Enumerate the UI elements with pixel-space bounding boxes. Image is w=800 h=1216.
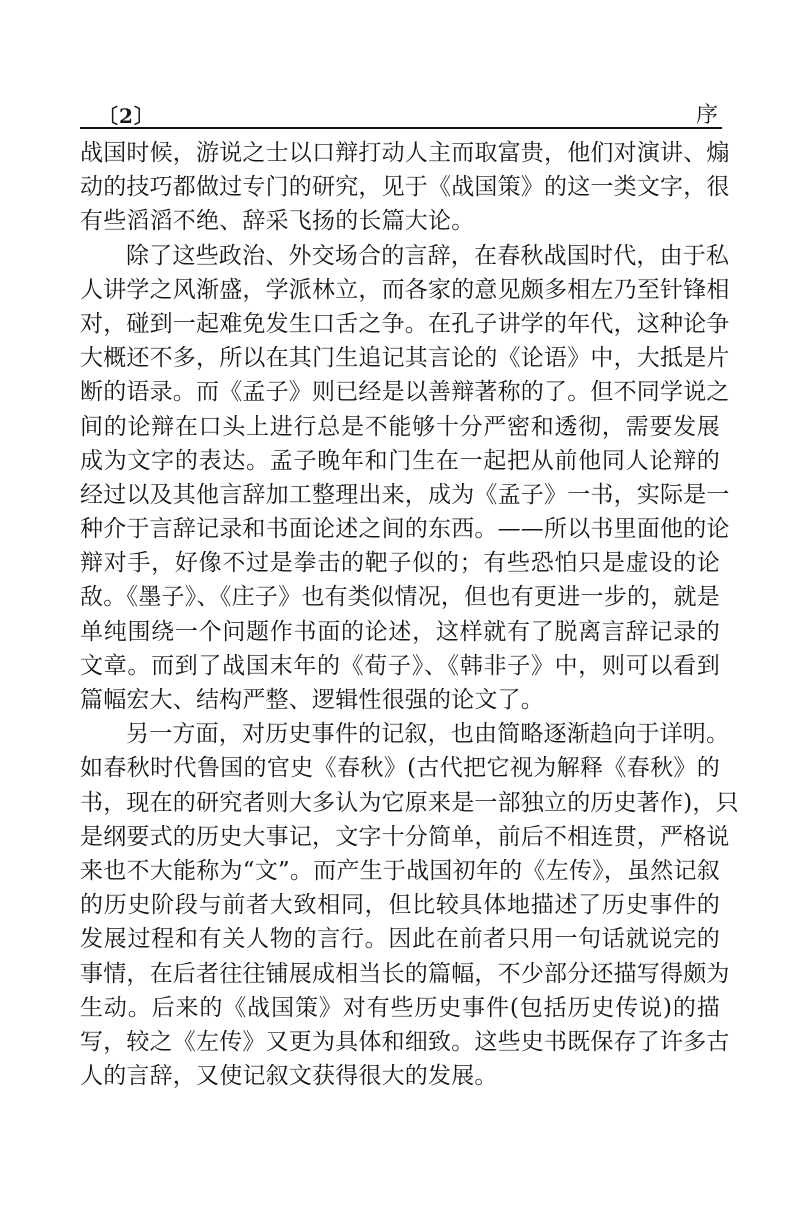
text-line: 敌。《墨子》、《庄子》也有类似情况，但也有更进一步的，就是 [80, 584, 720, 611]
text-line: 断的语录。而《孟子》则已经是以善辩著称的了。但不同学说之 [80, 379, 730, 406]
text-line: 大概还不多，所以在其门生追记其言论的《论语》中，大抵是片 [80, 345, 730, 372]
text-line: 种介于言辞记录和书面论述之间的东西。——所以书里面他的论 [80, 516, 730, 543]
page-header [80, 98, 720, 128]
text-line: 辩对手，好像不过是拳击的靶子似的；有些恐怕只是虚设的论 [80, 550, 720, 577]
text-line: 事情，在后者往往铺展成相当长的篇幅，不少部分还描写得颇为 [80, 960, 730, 987]
text-line: 如春秋时代鲁国的官史《春秋》(古代把它视为解释《春秋》的 [80, 755, 720, 782]
running-head: 序 [695, 103, 718, 128]
text-line: 动的技巧都做过专门的研究，见于《战国策》的这一类文字，很 [80, 174, 730, 201]
text-line: 篇幅宏大、结构严整、逻辑性很强的论文了。 [80, 687, 544, 713]
text-line: 文章。而到了战国末年的《荀子》、《韩非子》中，则可以看到 [80, 652, 720, 679]
text-line: 除了这些政治、外交场合的言辞，在春秋战国时代，由于私 [126, 242, 730, 269]
text-line: 单纯围绕一个问题作书面的论述，这样就有了脱离言辞记录的 [80, 618, 720, 645]
text-line: 写，较之《左传》又更为具体和细致。这些史书既保存了许多古 [80, 1028, 730, 1055]
text-line: 间的论辩在口头上进行总是不能够十分严密和透彻，需要发展 [80, 413, 720, 440]
text-line: 生动。后来的《战国策》对有些历史事件(包括历史传说)的描 [80, 994, 720, 1021]
text-line: 另一方面，对历史事件的记叙，也由简略逐渐趋向于详明。 [126, 721, 730, 748]
text-line: 发展过程和有关人物的言行。因此在前者只用一句话就说完的 [80, 926, 720, 953]
text-line: 经过以及其他言辞加工整理出来，成为《孟子》一书，实际是一 [80, 481, 730, 508]
text-line: 的历史阶段与前者大致相同，但比较具体地描述了历史事件的 [80, 892, 720, 919]
text-line: 对，碰到一起难免发生口舌之争。在孔子讲学的年代，这种论争 [80, 310, 730, 337]
paragraph [80, 717, 739, 1093]
paragraph [80, 239, 730, 718]
text-line: 人的言辞，又使记叙文获得很大的发展。 [80, 1063, 498, 1090]
body-text [80, 136, 739, 1093]
text-line: 有些滔滔不绝、辞采飞扬的长篇大论。 [80, 208, 475, 235]
text-line: 人讲学之风渐盛，学派林立，而各家的意见颇多相左乃至针锋相 [80, 276, 730, 303]
page-number: 〔2〕 [98, 104, 155, 128]
text-line: 成为文字的表达。孟子晚年和门生在一起把从前他同人论辩的 [80, 447, 720, 474]
text-line: 书，现在的研究者则大多认为它原来是一部独立的历史著作)，只 [80, 789, 739, 816]
header-rule [80, 127, 722, 129]
text-line: 来也不大能称为“文”。而产生于战国初年的《左传》，虽然记叙 [80, 857, 720, 884]
paragraph [80, 136, 730, 239]
text-line: 战国时候，游说之士以口辩打动人主而取富贵，他们对演讲、煽 [80, 140, 730, 166]
text-line: 是纲要式的历史大事记，文字十分简单，前后不相连贯，严格说 [80, 823, 730, 850]
